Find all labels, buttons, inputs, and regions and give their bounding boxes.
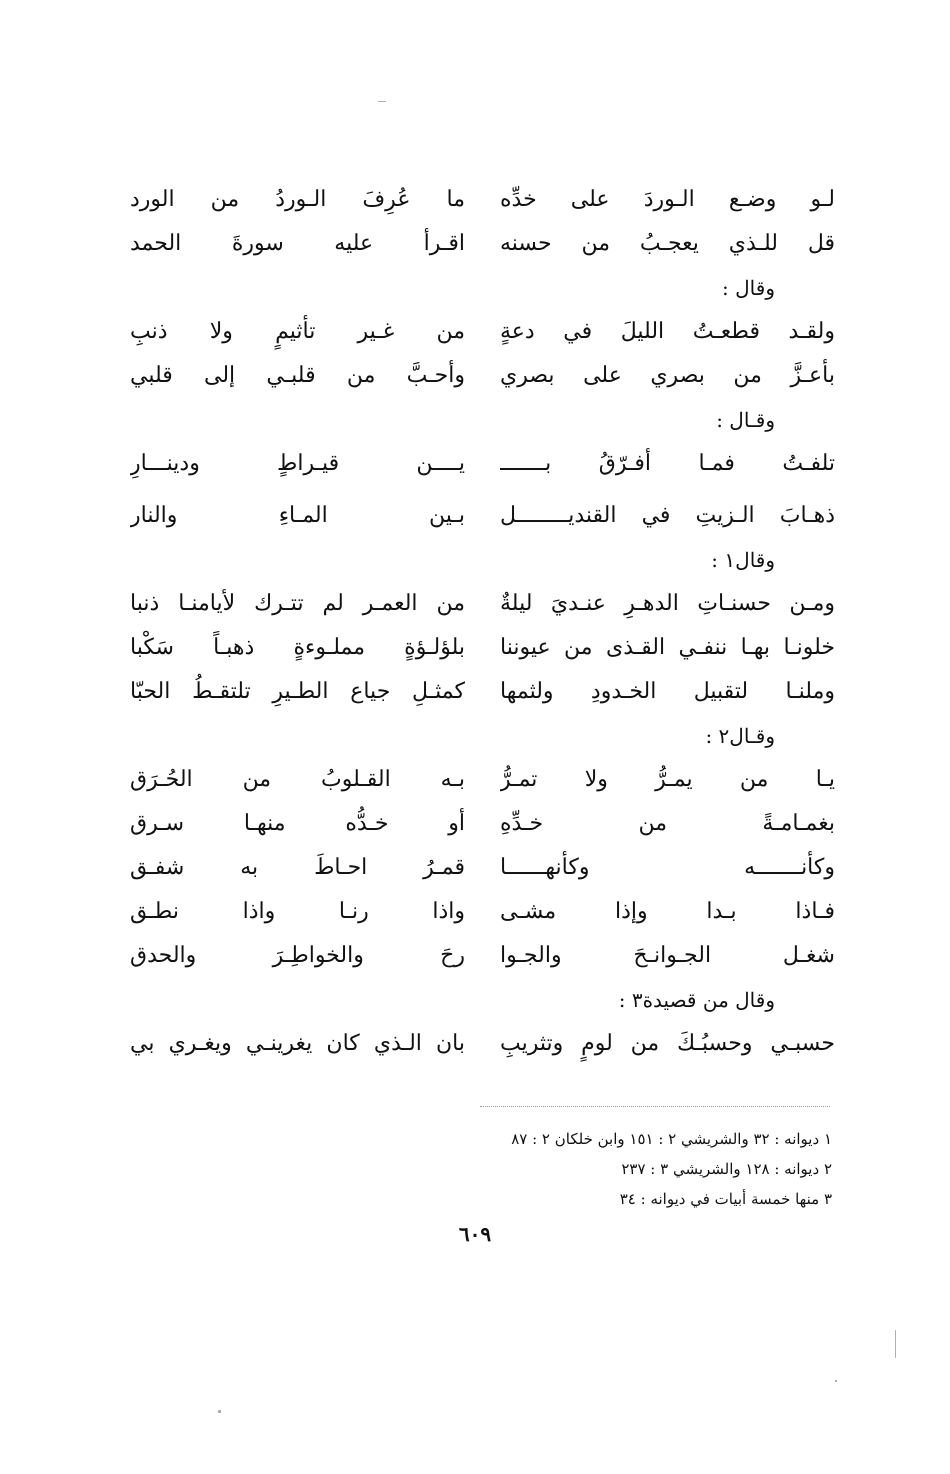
scan-speck <box>895 1330 896 1358</box>
verse-right-hemistich: ولقـد قطعـتُ الليلَ في دعةٍ <box>500 319 835 344</box>
verse-right-hemistich: بأعـزَّ من بصري على بصري <box>500 363 835 388</box>
footnote: ١ ديوانه : ٣٢ والشريشي ٢ : ١٥١ وابن خلكان ٢ : ٨٧ <box>511 1130 832 1148</box>
poem-intro: وقـال٢ : <box>705 724 775 748</box>
footnote: ٣ منها خمسة أبيات في ديوانه : ٣٤ <box>619 1190 832 1208</box>
verse-right-hemistich: خلونـا بهـا ننفـي القـذى من عيوننا <box>500 635 835 660</box>
scan-speck <box>218 1410 221 1413</box>
verse-right-hemistich: قل للـذي يعجـبُ من حسنه <box>500 231 835 256</box>
verse-line <box>130 626 835 670</box>
verse-line <box>130 1022 835 1066</box>
verse-right-hemistich: يـا من يمـرُّ ولا تمـرُّ <box>500 767 835 792</box>
verse-left-hemistich: بـه القـلوبُ من الحُـرَق <box>130 767 465 792</box>
poem-intro: وقـال : <box>716 408 775 432</box>
verse-line <box>130 178 835 222</box>
verse-line <box>130 354 835 398</box>
verse-right-hemistich: تلفـتُ فمـا أفـرّقُ بـــــــ <box>500 451 835 476</box>
verse-right-hemistich: وكأنـــــــه وكأنهــــــا <box>500 855 835 880</box>
verse-left-hemistich: من غـير تأثيمٍ ولا ذنبِ <box>130 319 465 344</box>
scan-speck <box>835 1380 837 1382</box>
verse-left-hemistich: قمـرُ احـاطَ به شفـق <box>130 855 465 880</box>
verse-right-hemistich: ومـن حسنـاتِ الدهـرِ عنـديَ ليلةٌ <box>500 591 835 616</box>
verse-line <box>130 934 835 978</box>
verse-left-hemistich: بلؤلـؤةٍ مملـوءةٍ ذهبـاً سَكْبا <box>130 635 465 660</box>
verse-line <box>130 890 835 934</box>
verse-left-hemistich: بـين المـاءِ والنار <box>130 503 465 528</box>
page-number: ٦٠٩ <box>458 1222 492 1246</box>
verse-right-hemistich: شغـل الجـوانـحَ والجـوا <box>500 943 835 968</box>
verse-line <box>130 670 835 714</box>
verse-right-hemistich: ذهـابَ الـزيتِ في القنديــــــــل <box>500 503 835 528</box>
verse-left-hemistich: كمثـلِ جياع الطـيرِ تلتقـطُ الحبّا <box>130 679 465 704</box>
verse-line <box>130 846 835 890</box>
verse-left-hemistich: رحَ والخواطِـرَ والحدق <box>130 943 465 968</box>
verse-right-hemistich: حسبـي وحسبُـكَ من لومٍ وتثريبِ <box>500 1031 835 1056</box>
verse-line <box>130 582 835 626</box>
verse-left-hemistich: واذا رنـا واذا نطـق <box>130 899 465 924</box>
verse-left-hemistich: أو خـدُّه منهـا سـرق <box>130 811 465 836</box>
verse-line <box>130 758 835 802</box>
footnotes <box>332 1124 832 1214</box>
verse-left-hemistich: اقـرأ عليه سورةَ الحمد <box>130 231 465 256</box>
verse-right-hemistich: لـو وضـع الـوردَ على خدِّه <box>500 187 835 212</box>
verse-right-hemistich: بغمـامـةً من خـدِّهِ <box>500 811 835 836</box>
verse-line <box>130 802 835 846</box>
verse-right-hemistich: وملنـا لتقبيل الخـدودِ ولثمها <box>500 679 835 704</box>
poem-text <box>130 178 835 1066</box>
scan-speck <box>378 101 386 102</box>
verse-line <box>130 310 835 354</box>
footnote: ٢ ديوانه : ١٢٨ والشريشي ٣ : ٢٣٧ <box>621 1160 832 1178</box>
verse-right-hemistich: فـاذا بـدا وإذا مشـى <box>500 899 835 924</box>
poem-intro: وقال١ : <box>711 548 775 572</box>
verse-line <box>130 494 835 538</box>
verse-left-hemistich: من العمـر لم تتـرك لأيامنـا ذنبا <box>130 591 465 616</box>
verse-left-hemistich: ما عُرِفَ الـوردُ من الورد <box>130 187 465 212</box>
verse-left-hemistich: بان الـذي كان يغرينـي ويغـري بي <box>130 1031 465 1056</box>
verse-left-hemistich: يــــن قيـراطٍ ودينـــارِ <box>130 451 465 476</box>
poem-intro: وقال : <box>722 276 775 300</box>
verse-line <box>130 442 835 486</box>
poem-intro: وقال من قصيدة٣ : <box>618 988 775 1012</box>
footnote-divider <box>480 1106 830 1107</box>
verse-line <box>130 222 835 266</box>
verse-left-hemistich: وأحـبَّ من قلبـي إلى قلبي <box>130 363 465 388</box>
